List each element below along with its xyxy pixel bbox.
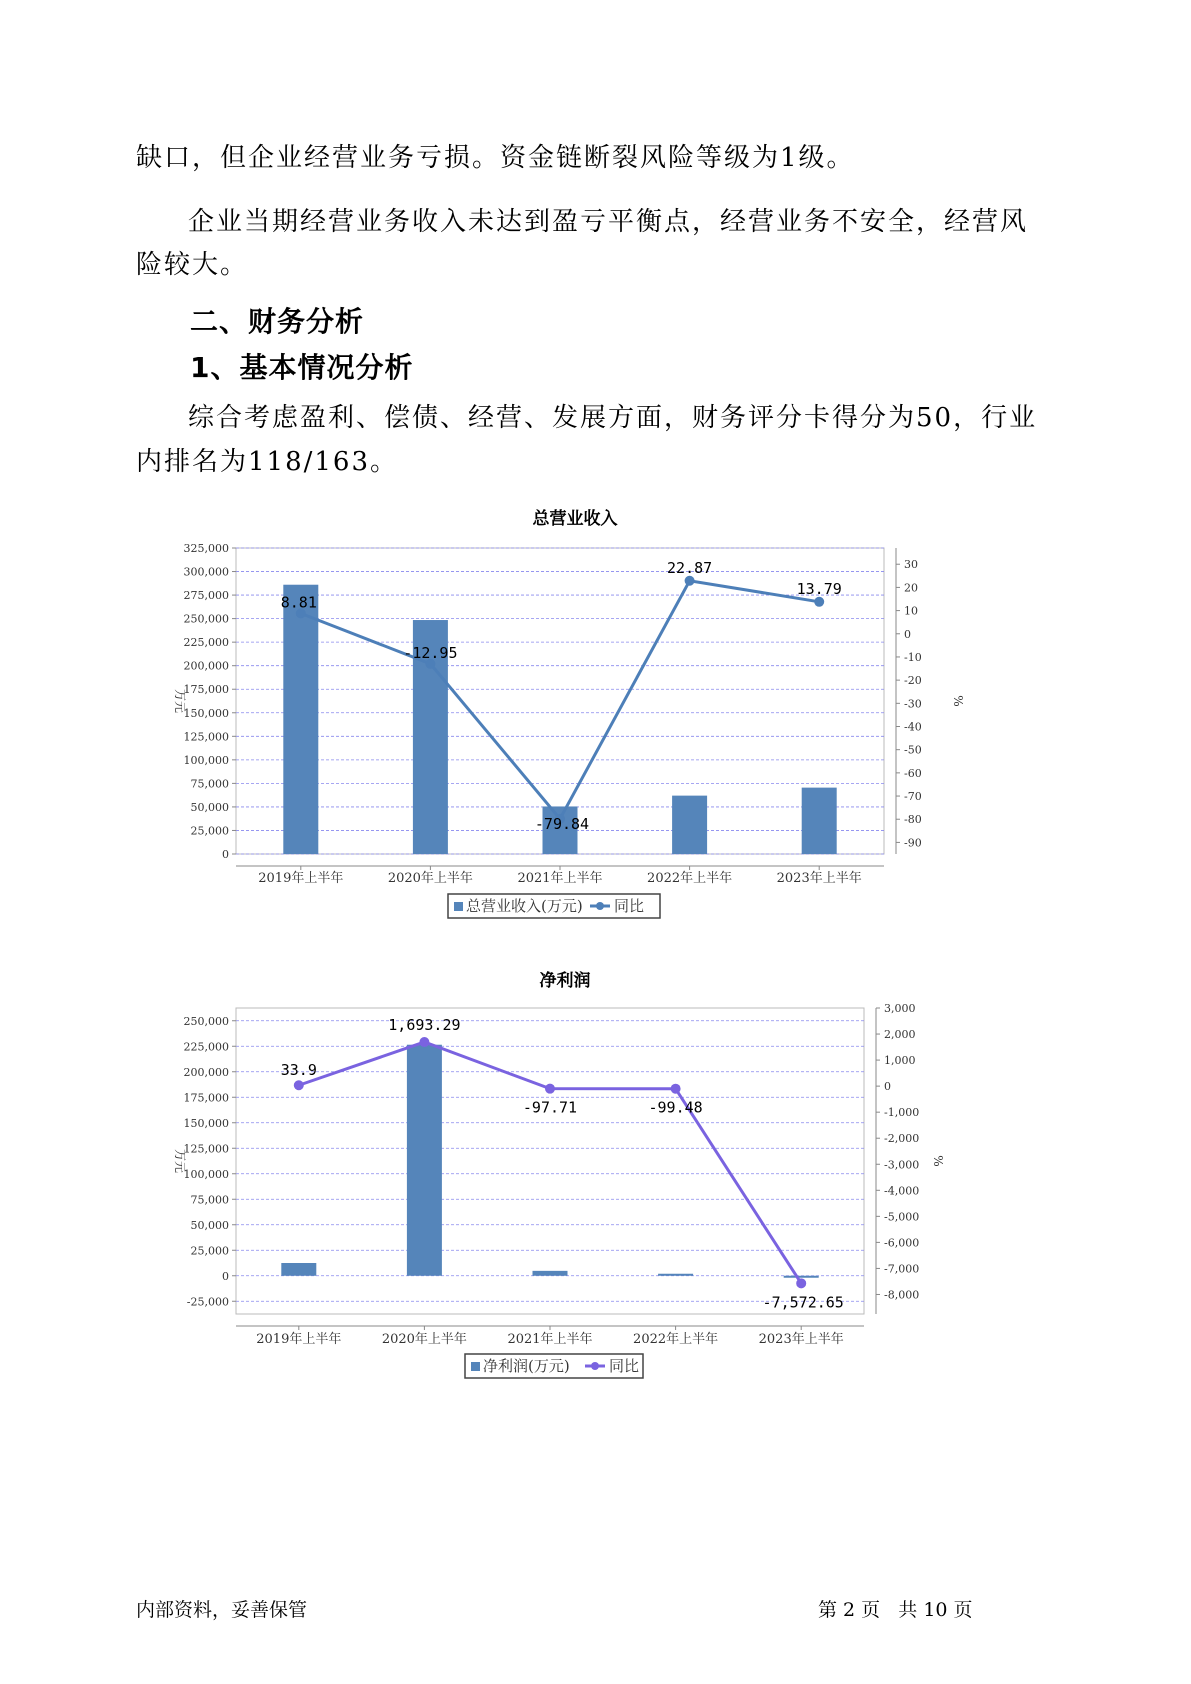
bar — [784, 1276, 819, 1278]
bar — [658, 1274, 693, 1276]
data-label: 8.81 — [280, 593, 317, 612]
y2-tick-label: 3,000 — [884, 1002, 916, 1015]
line-point — [294, 1080, 304, 1090]
y2-tick-label: -8,000 — [884, 1288, 920, 1302]
y-tick-label: 125,000 — [183, 730, 229, 744]
y-tick-label: 225,000 — [183, 1040, 229, 1054]
paragraph-line: 险较大。 — [136, 250, 249, 280]
x-tick-label: 2023年上半年 — [776, 871, 862, 886]
y-tick-label: 250,000 — [183, 612, 229, 626]
legend-bar-swatch — [471, 1362, 480, 1371]
paragraph-line: 综合考虑盈利、偿债、经营、发展方面，财务评分卡得分为50，行业 — [188, 403, 1038, 433]
legend-label: 同比 — [609, 1357, 640, 1375]
x-tick-label: 2022年上半年 — [633, 1332, 719, 1347]
data-label: -79.84 — [534, 814, 590, 833]
y2-tick-label: 20 — [904, 581, 918, 595]
y2-tick-label: -30 — [904, 697, 922, 711]
x-tick-label: 2023年上半年 — [758, 1332, 844, 1347]
y2-tick-label: -80 — [904, 813, 922, 827]
bar — [672, 796, 707, 854]
y-tick-label: 125,000 — [183, 1142, 229, 1156]
y2-tick-label: 10 — [904, 604, 918, 618]
data-label: -12.95 — [403, 643, 458, 662]
y-tick-label: 175,000 — [183, 1091, 229, 1105]
y2-tick-label: 0 — [904, 627, 911, 641]
legend-label: 同比 — [614, 897, 645, 915]
y2-tick-label: 0 — [884, 1080, 891, 1094]
section-heading: 二、财务分析 — [190, 305, 365, 338]
footer-note: 内部资料，妥善保管 — [136, 1599, 308, 1621]
y-tick-label: 0 — [222, 848, 229, 861]
y2-tick-label: -1,000 — [884, 1106, 920, 1120]
chart-title: 净利润 — [539, 971, 591, 991]
y-tick-label: 175,000 — [183, 683, 229, 697]
paragraph-line: 缺口，但企业经营业务亏损。资金链断裂风险等级为1级。 — [136, 143, 855, 173]
y-axis-label: 万元 — [173, 688, 187, 714]
x-tick-label: 2019年上半年 — [258, 871, 344, 886]
legend-line-marker — [591, 1362, 599, 1370]
y-tick-label: 200,000 — [183, 659, 229, 673]
paragraph-line: 内排名为118/163。 — [136, 447, 399, 477]
subsection-heading: 1、基本情况分析 — [190, 351, 414, 384]
data-label: 22.87 — [667, 558, 713, 577]
bar — [280, 585, 318, 854]
y2-axis-label: % — [931, 1155, 945, 1167]
y2-tick-label: -40 — [904, 720, 922, 734]
x-tick-label: 2022年上半年 — [647, 871, 733, 886]
data-label: -97.71 — [522, 1098, 578, 1117]
y-tick-label: 225,000 — [183, 636, 229, 650]
data-label: 13.79 — [796, 579, 842, 598]
y-tick-label: 75,000 — [190, 777, 229, 791]
y-tick-label: 300,000 — [183, 565, 229, 579]
bar — [802, 788, 837, 854]
y-tick-label: 25,000 — [190, 824, 229, 838]
line-point — [796, 1278, 806, 1288]
line-point — [419, 1037, 429, 1047]
bar — [281, 1263, 316, 1276]
y-tick-label: 75,000 — [190, 1193, 229, 1207]
y-tick-label: -25,000 — [186, 1295, 229, 1309]
y-tick-label: 325,000 — [183, 542, 229, 555]
line-point — [671, 1084, 681, 1094]
chart-title: 总营业收入 — [532, 509, 618, 529]
y-tick-label: 200,000 — [183, 1065, 229, 1079]
y2-tick-label: -7,000 — [884, 1262, 920, 1276]
y2-tick-label: -6,000 — [884, 1236, 920, 1250]
legend-label: 总营业收入(万元) — [466, 897, 583, 915]
y2-axis-label: % — [951, 695, 965, 707]
plot-area — [236, 1008, 864, 1314]
y-tick-label: 275,000 — [183, 589, 229, 603]
y2-tick-label: -60 — [904, 766, 922, 780]
y-tick-label: 50,000 — [190, 800, 229, 814]
y-tick-label: 100,000 — [183, 753, 229, 767]
y2-tick-label: -2,000 — [884, 1132, 920, 1146]
y2-tick-label: 2,000 — [884, 1028, 916, 1042]
paragraph-line: 企业当期经营业务收入未达到盈亏平衡点，经营业务不安全，经营风 — [188, 207, 1029, 237]
y2-tick-label: 30 — [904, 558, 918, 572]
net-profit-chart — [160, 962, 980, 1392]
x-tick-label: 2021年上半年 — [517, 871, 603, 886]
y-tick-label: 150,000 — [183, 1116, 229, 1130]
x-tick-label: 2021年上半年 — [507, 1332, 593, 1347]
y2-tick-label: 1,000 — [884, 1054, 916, 1068]
y2-tick-label: -3,000 — [884, 1158, 920, 1172]
y-tick-label: 50,000 — [190, 1218, 229, 1232]
y2-tick-label: -20 — [904, 674, 922, 688]
data-label: -99.48 — [648, 1098, 703, 1117]
bar — [533, 1271, 568, 1276]
x-tick-label: 2019年上半年 — [256, 1332, 342, 1347]
data-label: 33.9 — [280, 1061, 317, 1080]
x-tick-label: 2020年上半年 — [387, 871, 473, 886]
line-point — [814, 597, 824, 607]
y-tick-label: 0 — [222, 1269, 229, 1283]
y-axis-label: 万元 — [173, 1148, 187, 1174]
page-number: 第 2 页 共 10 页 — [818, 1599, 973, 1621]
revenue-chart — [160, 500, 980, 930]
y2-tick-label: -5,000 — [884, 1210, 920, 1224]
y-tick-label: 250,000 — [183, 1014, 229, 1028]
data-label: 1,693.29 — [388, 1016, 461, 1035]
y-tick-label: 25,000 — [190, 1244, 229, 1258]
bar — [407, 1045, 442, 1276]
y2-tick-label: -10 — [904, 650, 922, 664]
line-point — [685, 576, 695, 586]
legend-bar-swatch — [454, 902, 463, 911]
line-point — [545, 1084, 555, 1094]
legend-label: 净利润(万元) — [483, 1357, 570, 1375]
y2-tick-label: -70 — [904, 790, 922, 804]
y-tick-label: 100,000 — [183, 1167, 229, 1181]
y2-tick-label: -90 — [904, 836, 922, 850]
y2-tick-label: -4,000 — [884, 1184, 920, 1198]
legend-line-marker — [596, 902, 604, 910]
data-label: -7,572.65 — [762, 1293, 844, 1312]
y2-tick-label: -50 — [904, 743, 922, 757]
y-tick-label: 150,000 — [183, 706, 229, 720]
x-tick-label: 2020年上半年 — [381, 1332, 467, 1347]
